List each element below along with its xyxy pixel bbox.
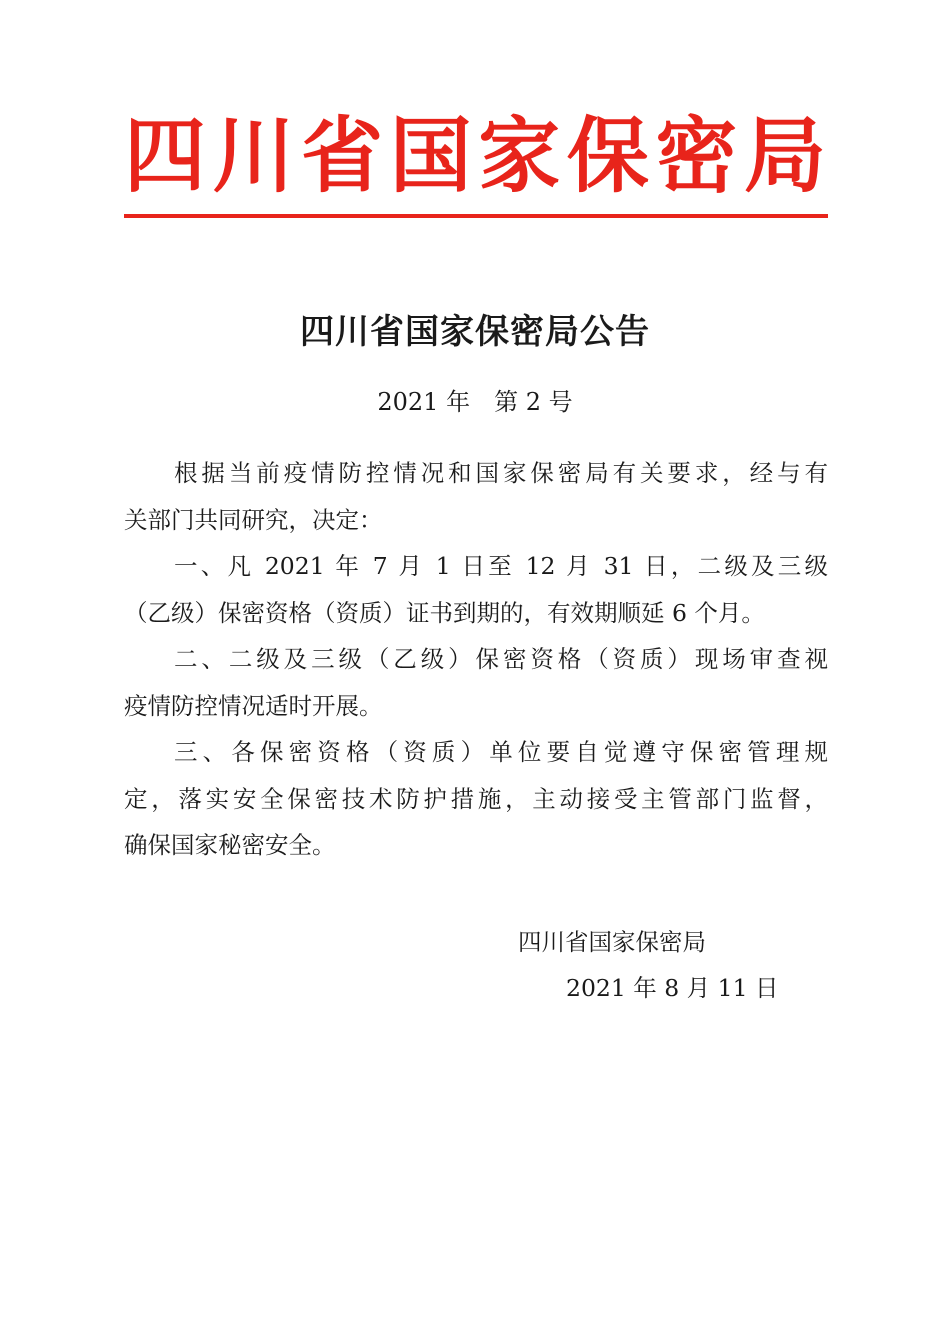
body-line: 确保国家秘密安全。 [124, 831, 336, 859]
notice-title: 四川省国家保密局公告 [300, 312, 650, 352]
letterhead-red-rule [124, 214, 828, 218]
signature-org: 四川省国家保密局 [518, 928, 706, 956]
body-line: 关部门共同研究，决定： [124, 505, 383, 534]
body-line: （乙级）保密资格（资质）证书到期的，有效期顺延 6 个月。 [124, 598, 765, 627]
body-line: 二、二级及三级（乙级）保密资格（资质）现场审查视 [174, 645, 828, 673]
body-line: 一、凡 2021 年 7 月 1 日至 12 月 31 日，二级及三级 [174, 552, 828, 580]
document-number: 2021 年 第 2 号 [377, 388, 573, 416]
notice-body [124, 450, 828, 869]
body-line: 根据当前疫情防控情况和国家保密局有关要求，经与有 [174, 459, 828, 487]
letterhead-org-name: 四川省国家保密局 [124, 109, 828, 204]
signature-date: 2021 年 8 月 11 日 [566, 974, 779, 1002]
body-line: 疫情防控情况适时开展。 [124, 691, 383, 720]
body-line: 三、各保密资格（资质）单位要自觉遵守保密管理规 [174, 738, 828, 766]
body-line: 定，落实安全保密技术防护措施，主动接受主管部门监督， [124, 784, 828, 813]
